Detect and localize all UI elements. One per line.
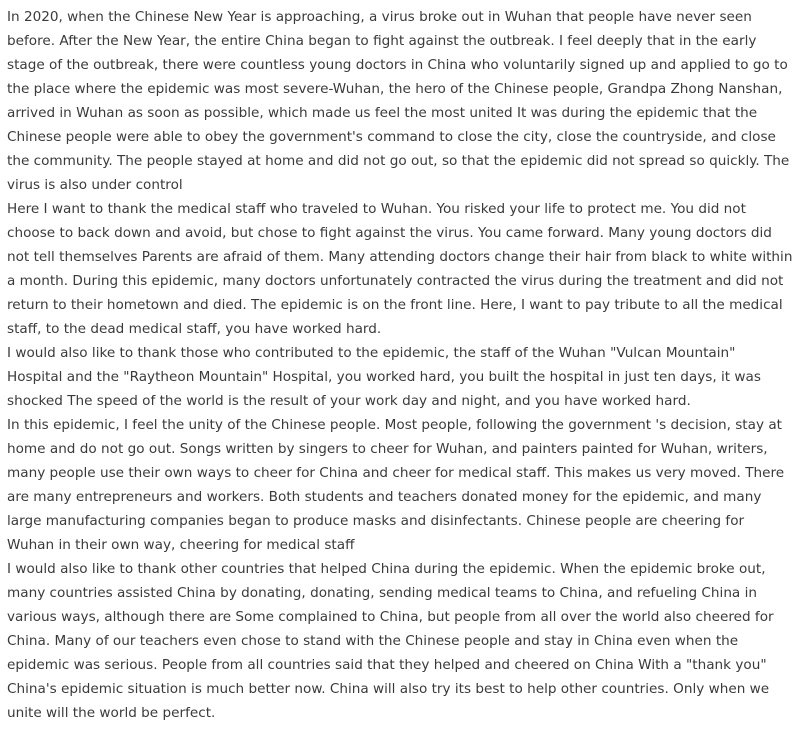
paragraph-hospital-builders: I would also like to thank those who contributed to the epidemic, the staff of the Wuhan "Vulcan Mountain" Hospital and the "Raytheon Mountain" Hospital, you worked hard, you built the hospital in just ten days, it was shocked The speed of the world is the result of your work day and night, and you have worked hard. [7, 345, 761, 409]
paragraph-other-countries: I would also like to thank other countries that helped China during the epidemic. When the epidemic broke out, many countries assisted China by donating, donating, sending medical teams to China, and refueling China in various ways, although there are Some complained to China, but people from all over the world also cheered for China. Many of our teachers even chose to stand with the Chinese people and stay in China even when the epidemic was serious. People from all countries said that they helped and cheered on China With a "thank you" China's epidemic situation is much better now. China will also try its best to help other countries. Only when we unite will the world be perfect. [7, 561, 774, 721]
paragraph-outbreak: In 2020, when the Chinese New Year is approaching, a virus broke out in Wuhan that people have never seen before. After the New Year, the entire China began to fight against the outbreak. I feel deeply that in the early stage of the outbreak, there were countless young doctors in China who voluntarily signed up and applied to go to the place where the epidemic was most severe-Wuhan, the hero of the Chinese people, Grandpa Zhong Nanshan, arrived in Wuhan as soon as possible, which made us feel the most united It was during the epidemic that the Chinese people were able to obey the government's command to close the city, close the countryside, and close the community. The people stayed at home and did not go out, so that the epidemic did not spread so quickly. The virus is also under control [7, 9, 790, 193]
paragraph-medical-staff: Here I want to thank the medical staff who traveled to Wuhan. You risked your life to protect me. You did not choose to back down and avoid, but chose to fight against the virus. You came forward. Many young doctors did not tell themselves Parents are afraid of them. Many attending doctors change their hair from black to white within a month. During this epidemic, many doctors unfortunately contracted the virus during the treatment and did not return to their hometown and died. The epidemic is on the front line. Here, I want to pay tribute to all the medical staff, to the dead medical staff, you have worked hard. [7, 201, 793, 337]
paragraph-unity: In this epidemic, I feel the unity of the Chinese people. Most people, following the government 's decision, stay at home and do not go out. Songs written by singers to cheer for Wuhan, and painters painted for Wuhan, writers, many people use their own ways to cheer for China and cheer for medical staff. This makes us very moved. There are many entrepreneurs and workers. Both students and teachers donated money for the epidemic, and many large manufacturing companies began to produce masks and disinfectants. Chinese people are cheering for Wuhan in their own way, cheering for medical staff [7, 417, 785, 553]
